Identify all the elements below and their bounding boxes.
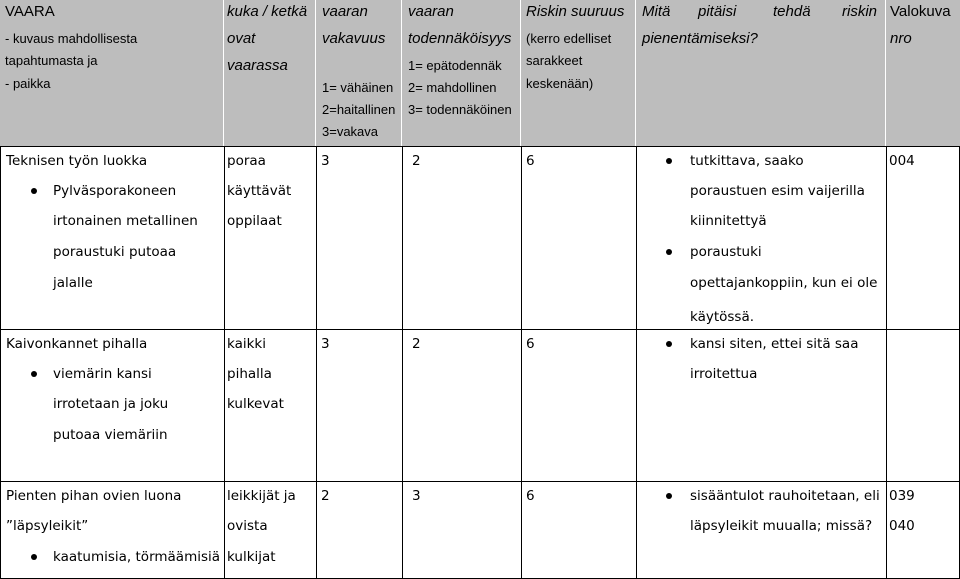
- column-divider: [0, 146, 1, 579]
- action-text: irroitettua: [690, 366, 758, 382]
- bullet-icon: [31, 554, 37, 560]
- who-text: kulkevat: [227, 396, 284, 412]
- photo-number: 004: [889, 153, 915, 169]
- column-divider: [886, 146, 887, 579]
- who-text: kulkijat: [227, 549, 276, 565]
- hazard-text: ”läpsyleikit”: [6, 518, 89, 534]
- bullet-icon: [666, 249, 672, 255]
- header-col-severity: [316, 0, 402, 146]
- bullet-icon: [666, 158, 672, 164]
- probability-value: 3: [412, 488, 421, 504]
- probability-value: 2: [412, 153, 421, 169]
- action-text: poraustuen esim vaijerilla: [690, 183, 865, 199]
- header-risk-title: Riskin suuruus: [526, 3, 625, 20]
- action-text: opettajankoppiin, kun ei ole: [690, 275, 878, 291]
- header-actions-line: pienentämiseksi?: [642, 30, 758, 47]
- header-who-title: kuka / ketkä: [227, 3, 308, 20]
- action-text: kiinnitettyä: [690, 213, 767, 229]
- header-who-line: ovat: [227, 30, 256, 47]
- header-risk-line: keskenään): [526, 76, 594, 91]
- header-col-hazard: [0, 0, 224, 146]
- who-text: käyttävät: [227, 183, 292, 199]
- header-actions-word: Mitä: [642, 3, 671, 20]
- column-divider: [521, 146, 522, 579]
- header-hazard-line: - paikka: [5, 76, 51, 91]
- who-text: kaikki: [227, 336, 266, 352]
- risk-value: 6: [526, 488, 535, 504]
- header-col-who: [224, 0, 316, 146]
- who-text: pihalla: [227, 366, 272, 382]
- header-actions-word: riskin: [842, 3, 878, 20]
- bullet-icon: [31, 188, 37, 194]
- bullet-icon: [666, 341, 672, 347]
- header-probability-line: 1= epätodennäk: [408, 58, 502, 73]
- hazard-text: jalalle: [53, 275, 93, 291]
- hazard-text: kaatumisia, törmäämisiä: [53, 549, 221, 565]
- header-probability-line: todennäköisyys: [408, 30, 512, 47]
- risk-value: 6: [526, 336, 535, 352]
- who-text: leikkijät ja: [227, 488, 296, 504]
- probability-value: 2: [412, 336, 421, 352]
- header-actions-word: tehdä: [773, 3, 811, 20]
- header-col-risk: [521, 0, 636, 146]
- header-severity-title: vaaran: [322, 3, 368, 20]
- header-col-photo: [886, 0, 960, 146]
- header-hazard-line: tapahtumasta ja: [5, 53, 98, 68]
- photo-number: 040: [889, 518, 915, 534]
- row-divider: [0, 146, 960, 147]
- who-text: ovista: [227, 518, 268, 534]
- hazard-text: irrotetaan ja joku: [53, 396, 169, 412]
- severity-value: 2: [321, 488, 330, 504]
- hazard-title: Kaivonkannet pihalla: [6, 336, 148, 352]
- header-col-probability: [402, 0, 521, 146]
- hazard-text: poraustuki putoaa: [53, 244, 177, 260]
- hazard-text: irtonainen metallinen: [53, 213, 198, 229]
- risk-value: 6: [526, 153, 535, 169]
- hazard-text: viemärin kansi: [53, 366, 152, 382]
- action-text: kansi siten, ettei sitä saa: [690, 336, 859, 352]
- column-divider: [636, 146, 637, 579]
- header-risk-line: (kerro edelliset: [526, 31, 612, 46]
- header-severity-line: 3=vakava: [322, 124, 379, 139]
- header-probability-line: 2= mahdollinen: [408, 80, 497, 95]
- action-text: poraustuki: [690, 244, 762, 260]
- severity-value: 3: [321, 153, 330, 169]
- bullet-icon: [31, 371, 37, 377]
- who-text: poraa: [227, 153, 266, 169]
- action-text: läpsyleikit muualla; missä?: [690, 518, 873, 534]
- header-who-line: vaarassa: [227, 57, 288, 74]
- header-actions-word: pitäisi: [698, 3, 737, 20]
- bullet-icon: [666, 493, 672, 499]
- header-hazard-title: VAARA: [5, 3, 55, 20]
- hazard-text: putoaa viemäriin: [53, 427, 168, 443]
- row-divider: [0, 329, 960, 330]
- hazard-title: Pienten pihan ovien luona: [6, 488, 182, 504]
- header-severity-line: vakavuus: [322, 30, 386, 47]
- header-severity-line: 1= vähäinen: [322, 80, 394, 95]
- header-photo-title: Valokuva: [890, 3, 951, 20]
- action-text: sisääntulot rauhoitetaan, eli: [690, 488, 880, 504]
- photo-number: 039: [889, 488, 915, 504]
- column-divider: [402, 146, 403, 579]
- table-header: [0, 0, 960, 146]
- header-col-actions: [636, 0, 886, 146]
- column-divider: [224, 146, 225, 579]
- header-risk-line: sarakkeet: [526, 53, 583, 68]
- header-severity-line: 2=haitallinen: [322, 102, 396, 117]
- hazard-title: Teknisen työn luokka: [6, 153, 148, 169]
- action-text: käytössä.: [690, 309, 755, 325]
- row-divider: [0, 481, 960, 482]
- severity-value: 3: [321, 336, 330, 352]
- header-photo-line: nro: [890, 30, 912, 47]
- header-probability-title: vaaran: [408, 3, 454, 20]
- header-hazard-line: - kuvaus mahdollisesta: [5, 31, 138, 46]
- who-text: oppilaat: [227, 213, 282, 229]
- column-divider: [316, 146, 317, 579]
- action-text: tutkittava, saako: [690, 153, 804, 169]
- hazard-text: Pylväsporakoneen: [53, 183, 177, 199]
- header-probability-line: 3= todennäköinen: [408, 102, 512, 117]
